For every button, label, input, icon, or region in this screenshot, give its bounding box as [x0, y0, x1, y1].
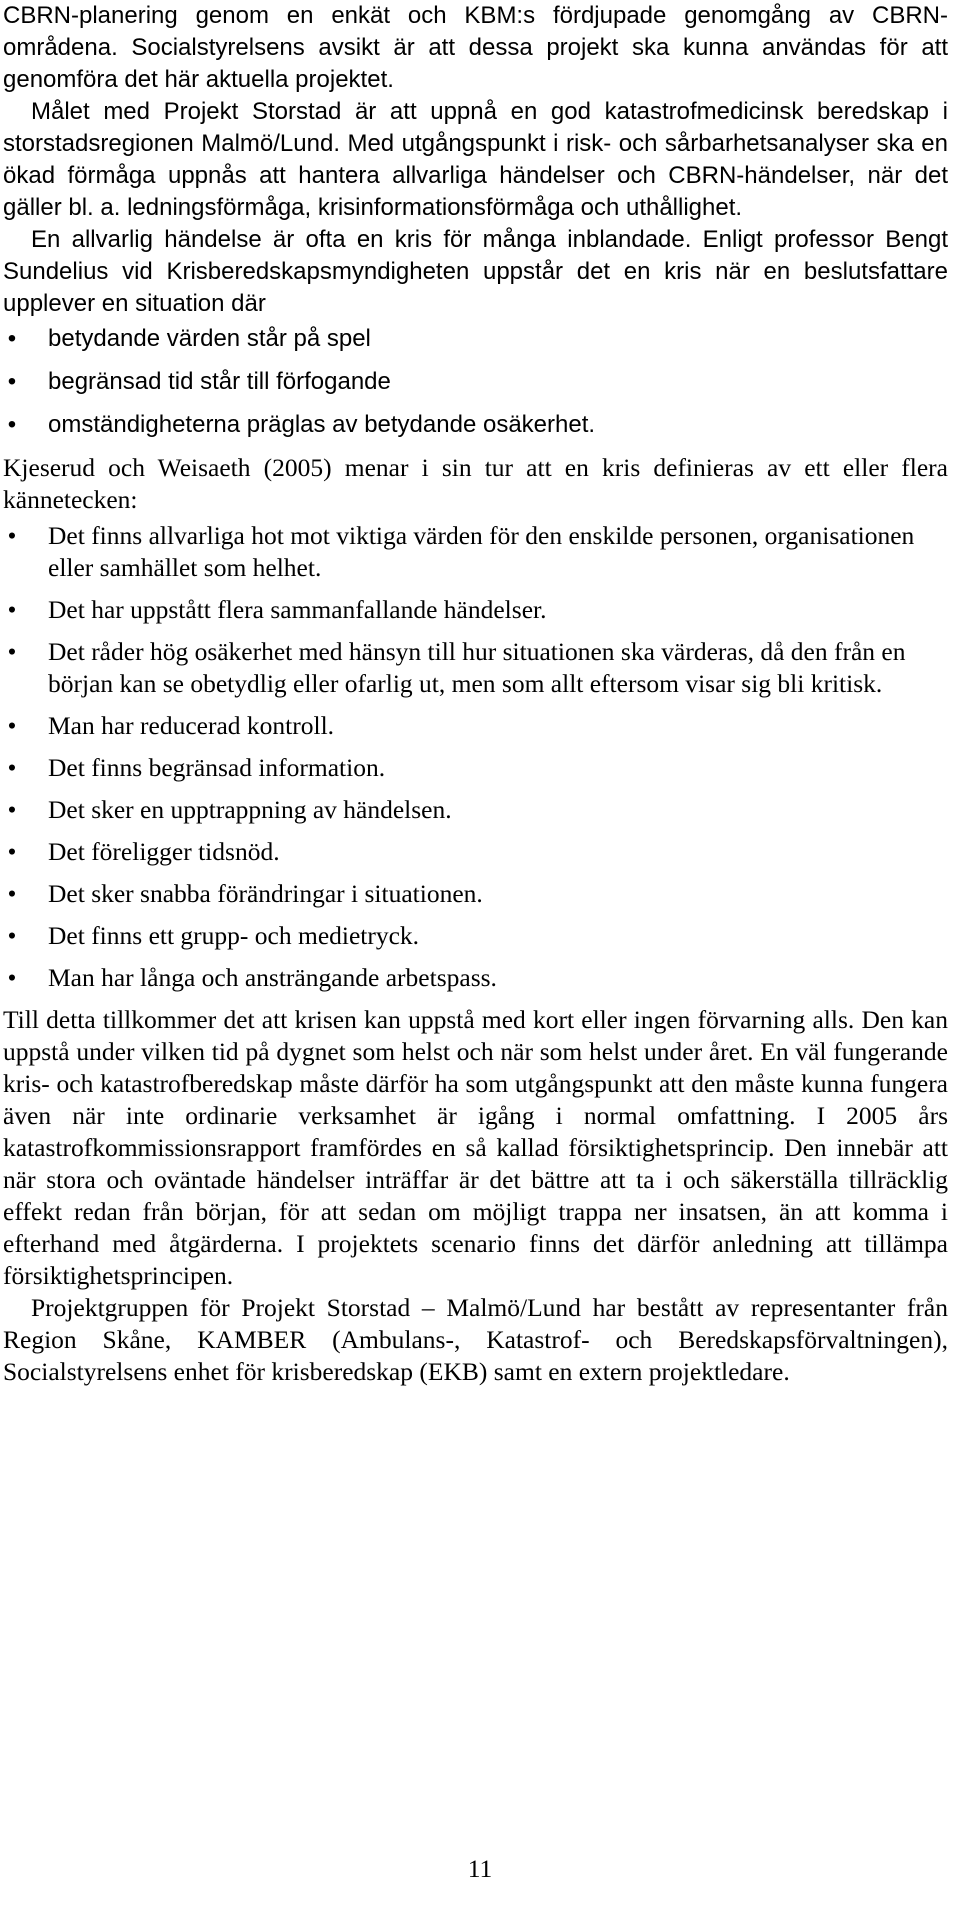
- bullet-icon: •: [7, 753, 17, 782]
- list-item: • Det föreligger tidsnöd.: [3, 836, 948, 868]
- bullet-icon: •: [7, 368, 17, 395]
- bullet-icon: •: [7, 411, 17, 438]
- page-number: 11: [467, 1854, 493, 1883]
- list-item: • omständigheterna präglas av betydande osäkerhet.: [3, 409, 948, 441]
- page-body: [3, 0, 948, 1388]
- bullet-icon: •: [7, 837, 17, 866]
- list-item: • Man har långa och ansträngande arbetspass.: [3, 962, 948, 994]
- bullet-icon: •: [7, 637, 17, 666]
- paragraph-project-group: Projektgruppen för Projekt Storstad – Malmö/Lund har bestått av representanter från Region Skåne, KAMBER (Ambulans-, Katastrof- och Beredskapsförvaltningen), Socialstyrelsens enhet för krisberedskap (EKB) samt en extern projektledare.: [3, 1293, 948, 1386]
- bullet-icon: •: [7, 595, 17, 624]
- list-item: • Det finns ett grupp- och medietryck.: [3, 920, 948, 952]
- list-item: • betydande värden står på spel: [3, 323, 948, 355]
- paragraph-crisis-definition: En allvarlig händelse är ofta en kris för många inblandade. Enligt professor Bengt Sundelius vid Krisberedskapsmyndigheten uppstår det en kris när en beslutsfattare upplever en situation där: [3, 226, 948, 317]
- paragraph-kjeserud-weisaeth: Kjeserud och Weisaeth (2005) menar i sin tur att en kris definieras av ett eller flera kännetecken:: [3, 453, 948, 514]
- list-item: • Man har reducerad kontroll.: [3, 710, 948, 742]
- paragraph-project-goal: Målet med Projekt Storstad är att uppnå en god katastrofmedicinsk beredskap i storstadsregionen Malmö/Lund. Med utgångspunkt i risk- och sårbarhetsanalyser ska en ökad förmåga uppnås att hantera allvarliga händelser och CBRN-händelser, när det gäller bl. a. ledningsförmåga, krisinformationsförmåga och uthållighet.: [3, 98, 948, 221]
- bullet-icon: •: [7, 879, 17, 908]
- paragraph-precaution-principle: Till detta tillkommer det att krisen kan uppstå med kort eller ingen förvarning alls. Den kan uppstå under vilken tid på dygnet som helst och när som helst under året. En väl fungerande kris- och katastrofberedskap måste därför ha som utgångspunkt att den måste kunna fungera även när inte ordinarie verksamhet är igång i normal omfattning. I 2005 års katastrofkommissionsrapport framfördes en så kallad försiktighetsprincip. Den innebär att när stora och oväntade händelser inträffar är det bättre att ta i och säkerställa tillräcklig effekt redan från början, för att sedan om möjligt trappa ner insatsen, än att komma i efterhand med åtgärderna. I projektets scenario finns det därför anledning att tillämpa försiktighetsprincipen.: [3, 1005, 948, 1290]
- list-item: • Det sker snabba förändringar i situationen.: [3, 878, 948, 910]
- bullet-icon: •: [7, 795, 17, 824]
- list-item: • Det har uppstått flera sammanfallande händelser.: [3, 594, 948, 626]
- list-item: • Det sker en upptrappning av händelsen.: [3, 794, 948, 826]
- list-item: • Det finns begränsad information.: [3, 752, 948, 784]
- bullet-icon: •: [7, 963, 17, 992]
- crisis-criteria-list: [3, 323, 948, 441]
- paragraph-intro: CBRN-planering genom en enkät och KBM:s fördjupade genomgång av CBRN-områdena. Socialstyrelsens avsikt är att dessa projekt ska kunna användas för att genomföra det här aktuella projektet.: [3, 2, 948, 93]
- bullet-icon: •: [7, 711, 17, 740]
- list-item: • Det råder hög osäkerhet med hänsyn till hur situationen ska värderas, då den från en början kan se obetydlig eller ofarlig ut, men som allt eftersom visar sig bli kritisk.: [3, 636, 948, 700]
- list-item: • Det finns allvarliga hot mot viktiga värden för den enskilde personen, organisationen eller samhället som helhet.: [3, 520, 948, 584]
- list-item: • begränsad tid står till förfogande: [3, 366, 948, 398]
- bullet-icon: •: [7, 325, 17, 352]
- bullet-icon: •: [7, 521, 17, 550]
- bullet-icon: •: [7, 921, 17, 950]
- crisis-characteristics-list: [3, 520, 948, 994]
